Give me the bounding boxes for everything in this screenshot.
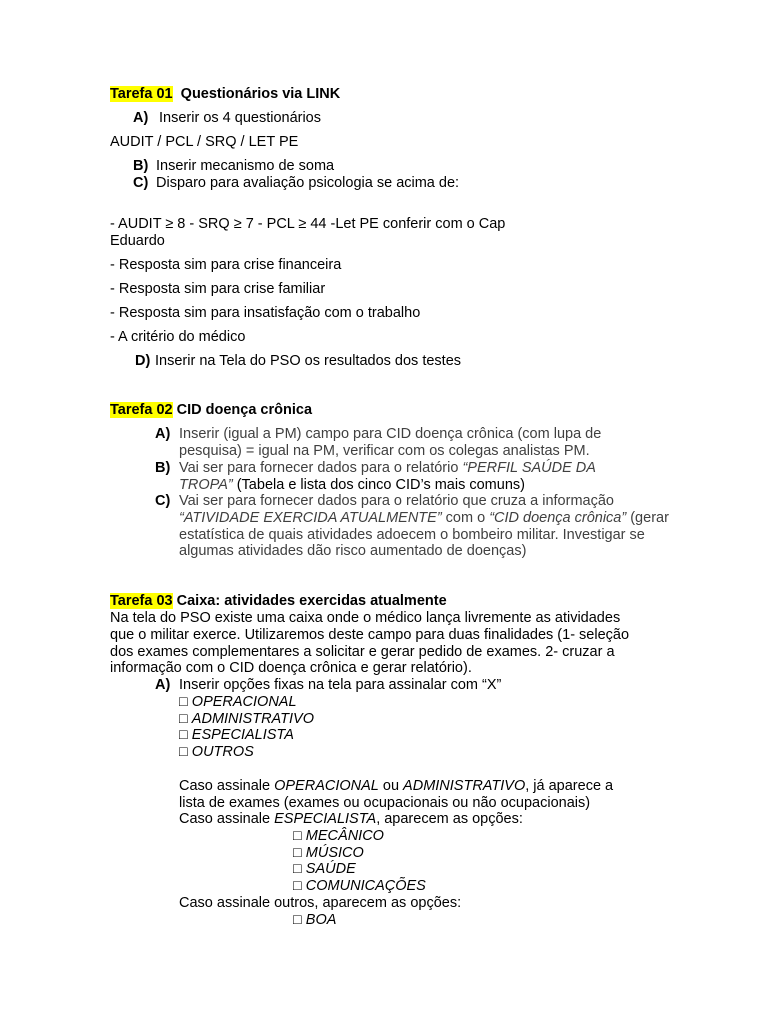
- task3-a-text: Inserir opções fixas na tela para assinalar com “X”: [179, 677, 502, 693]
- task3-heading: [110, 593, 447, 610]
- task1-tag: Tarefa 01: [110, 86, 173, 102]
- criteria-line: Eduardo: [110, 233, 165, 249]
- task2-c-line: Vai ser para fornecer dados para o relatório que cruza a informação: [179, 493, 614, 509]
- task3-paragraph-1-line2: lista de exames (exames ou ocupacionais ou não ocupacionais): [179, 795, 591, 811]
- other-option[interactable]: □ BOA: [293, 912, 337, 928]
- checkbox-icon: □: [293, 878, 302, 894]
- criteria-line: - Resposta sim para crise financeira: [110, 257, 342, 273]
- task2-heading: [110, 402, 312, 419]
- criteria-line: - AUDIT ≥ 8 - SRQ ≥ 7 - PCL ≥ 44 -Let PE conferir com o Cap: [110, 216, 506, 232]
- criteria-line: - A critério do médico: [110, 329, 246, 345]
- task2-a-line: pesquisa) = igual na PM, verificar com os colegas analistas PM.: [179, 443, 590, 459]
- task3-title: Caixa: atividades exercidas atualmente: [176, 593, 447, 609]
- criteria-line: - Resposta sim para crise familiar: [110, 281, 326, 297]
- task1-a-text: Inserir os 4 questionários: [159, 110, 321, 126]
- task1-heading: [110, 86, 340, 103]
- specialist-option[interactable]: □ MÚSICO: [293, 845, 364, 861]
- task3-tag: Tarefa 03: [110, 593, 173, 609]
- task3-paragraph-3: Caso assinale outros, aparecem as opções:: [179, 895, 462, 911]
- option-checkbox[interactable]: □ ADMINISTRATIVO: [179, 711, 314, 727]
- specialist-option[interactable]: □ SAÚDE: [293, 861, 356, 877]
- checkbox-icon: □: [293, 861, 302, 877]
- task1-b-text: Inserir mecanismo de soma: [156, 158, 335, 174]
- task3-paragraph-2: Caso assinale ESPECIALISTA, aparecem as opções:: [179, 811, 523, 827]
- option-checkbox[interactable]: □ OUTROS: [179, 744, 254, 760]
- task2-b-line2: TROPA” (Tabela e lista dos cinco CID’s mais comuns): [179, 477, 525, 493]
- specialist-option[interactable]: □ COMUNICAÇÕES: [293, 878, 426, 894]
- task2-b-label: B): [155, 460, 171, 476]
- task2-c-line: estatística de quais atividades adoecem o bombeiro militar. Investigar se: [179, 527, 645, 543]
- task3-a-label: A): [155, 677, 171, 693]
- task1-item-a: [133, 110, 321, 127]
- task2-tag: Tarefa 02: [110, 402, 173, 418]
- task2-c-line: “ATIVIDADE EXERCIDA ATUALMENTE” com o “CID doença crônica” (gerar: [179, 510, 669, 526]
- option-checkbox[interactable]: □ OPERACIONAL: [179, 694, 297, 710]
- task1-title: Questionários via LINK: [180, 86, 341, 102]
- task3-intro-line: dos exames complementares a solicitar e gerar pedido de exames. 2- cruzar a: [110, 644, 615, 660]
- checkbox-icon: □: [179, 727, 188, 743]
- criteria-line: - Resposta sim para insatisfação com o trabalho: [110, 305, 421, 321]
- task3-intro-line: que o militar exerce. Utilizaremos deste campo para duas finalidades (1- seleção: [110, 627, 630, 643]
- task1-b-label: B): [133, 158, 149, 174]
- task2-b-line1: Vai ser para fornecer dados para o relatório “PERFIL SAÚDE DA: [179, 460, 596, 476]
- task2-a-line: Inserir (igual a PM) campo para CID doença crônica (com lupa de: [179, 426, 602, 442]
- task1-item-b: [133, 158, 334, 175]
- task1-item-d: [135, 353, 461, 370]
- checkbox-icon: □: [179, 711, 188, 727]
- task1-a-label: A): [133, 110, 149, 126]
- task2-c-line: algumas atividades dão risco aumentado de doenças): [179, 543, 527, 559]
- task1-d-text: Inserir na Tela do PSO os resultados dos testes: [155, 353, 462, 369]
- checkbox-icon: □: [293, 912, 302, 928]
- task1-c-label: C): [133, 175, 149, 191]
- checkbox-icon: □: [179, 744, 188, 760]
- task3-intro-line: Na tela do PSO existe uma caixa onde o médico lança livremente as atividades: [110, 610, 621, 626]
- task1-item-c: [133, 175, 459, 192]
- task1-d-label: D): [135, 353, 151, 369]
- task1-c-text: Disparo para avaliação psicologia se acima de:: [156, 175, 460, 191]
- specialist-option[interactable]: □ MECÂNICO: [293, 828, 384, 844]
- task2-c-label: C): [155, 493, 171, 509]
- checkbox-icon: □: [179, 694, 188, 710]
- task1-questionnaire-list: AUDIT / PCL / SRQ / LET PE: [110, 134, 299, 150]
- task3-intro-line: informação com o CID doença crônica e gerar relatório).: [110, 660, 472, 676]
- task3-paragraph-1: Caso assinale OPERACIONAL ou ADMINISTRATIVO, já aparece a: [179, 778, 614, 794]
- option-checkbox[interactable]: □ ESPECIALISTA: [179, 727, 294, 743]
- checkbox-icon: □: [293, 828, 302, 844]
- checkbox-icon: □: [293, 845, 302, 861]
- task2-title: CID doença crônica: [176, 402, 313, 418]
- task2-a-label: A): [155, 426, 171, 442]
